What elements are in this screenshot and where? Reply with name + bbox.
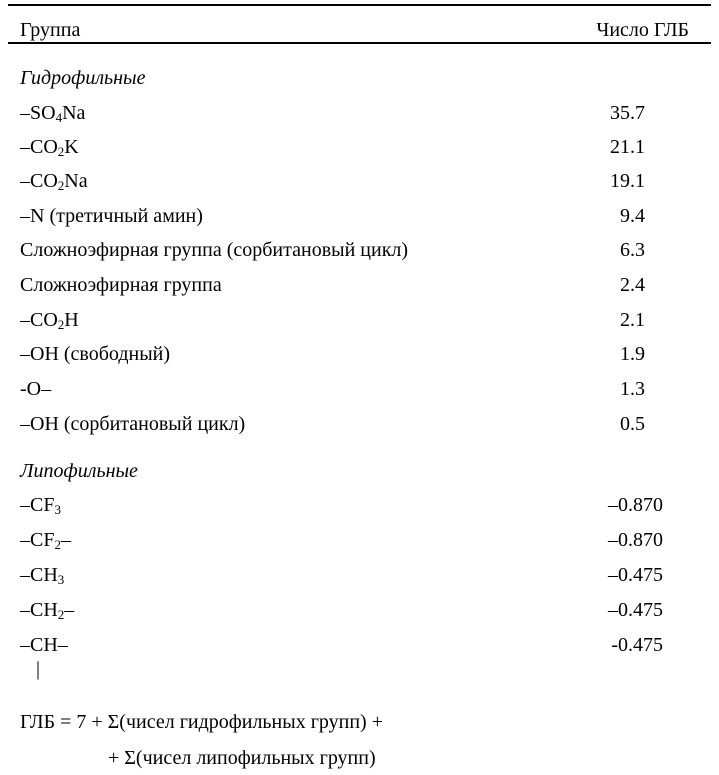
group-label-pre: –CH <box>20 599 58 621</box>
group-label-sub: 2 <box>57 144 65 159</box>
formula-line-1: ГЛБ = 7 + Σ(чисел гидрофильных групп) + <box>20 711 383 733</box>
group-label <box>20 310 79 330</box>
hlb-value: 2.1 <box>620 309 645 331</box>
group-label <box>20 565 64 585</box>
top-rule <box>8 4 711 6</box>
group-label-pre: –CF <box>20 494 55 516</box>
group-label-sub: 3 <box>57 572 65 587</box>
group-label-pre: –CO <box>20 309 58 331</box>
group-label <box>20 171 88 191</box>
group-label <box>20 103 85 123</box>
group-label-pre: –OH (сорбитановый цикл) <box>20 413 246 435</box>
group-label-pre: –CO <box>20 170 58 192</box>
group-label <box>20 240 408 260</box>
group-label <box>20 530 71 550</box>
hlb-value: 1.3 <box>620 378 645 400</box>
group-label-sub: 2 <box>57 607 65 622</box>
group-label-post: K <box>64 136 79 158</box>
hlb-value: 1.9 <box>620 343 645 365</box>
group-label-pre: –CF <box>20 529 55 551</box>
formula-line-2: + Σ(чисел липофильных групп) <box>108 747 376 769</box>
header-rule <box>8 42 711 44</box>
hlb-value: 2.4 <box>620 274 645 296</box>
group-label-pre: -O– <box>20 378 52 400</box>
section-title: Гидрофильные <box>20 67 146 89</box>
group-label-sub: 3 <box>54 502 61 517</box>
group-label-pre: –N (третичный амин) <box>20 205 203 227</box>
hlb-value: -0.475 <box>611 634 663 656</box>
column-header-group: Группа <box>20 19 81 41</box>
hlb-value: 6.3 <box>620 239 645 261</box>
group-label-pre: –OH (свободный) <box>20 343 171 365</box>
hlb-value: –0.475 <box>608 564 663 586</box>
group-label <box>20 206 203 226</box>
group-label-post: Na <box>64 170 88 192</box>
group-label <box>20 635 68 655</box>
group-label-pre: –CH <box>20 564 58 586</box>
section-title: Липофильные <box>20 460 138 482</box>
hlb-value: –0.475 <box>608 599 663 621</box>
branch-bond: | <box>36 658 41 680</box>
group-label-sub: 2 <box>57 178 65 193</box>
group-label-sub: 2 <box>54 537 61 552</box>
group-label-post: Na <box>62 102 86 124</box>
group-label-pre: –CH– <box>20 634 68 656</box>
hlb-value: –0.870 <box>608 494 663 516</box>
column-header-hlb: Число ГЛБ <box>596 19 689 41</box>
group-label <box>20 344 170 364</box>
group-label <box>20 275 222 295</box>
hlb-value: 0.5 <box>620 413 645 435</box>
group-label-post: – <box>64 599 75 621</box>
group-label-sub: 4 <box>55 110 63 125</box>
group-label-sub: 2 <box>57 317 65 332</box>
group-label-pre: Сложноэфирная группа <box>20 274 222 296</box>
hlb-value: 19.1 <box>610 170 645 192</box>
group-label-pre: –SO <box>20 102 56 124</box>
group-label-pre: Сложноэфирная группа (сорбитановый цикл) <box>20 239 409 261</box>
group-label-post: – <box>60 529 71 551</box>
group-label <box>20 414 245 434</box>
group-label <box>20 137 79 157</box>
group-label-post: H <box>64 309 79 331</box>
group-label-pre: –CO <box>20 136 58 158</box>
group-label <box>20 379 51 399</box>
group-label <box>20 600 74 620</box>
hlb-value: –0.870 <box>608 529 663 551</box>
hlb-value: 21.1 <box>610 136 645 158</box>
group-label <box>20 495 61 515</box>
hlb-value: 35.7 <box>610 102 645 124</box>
hlb-value: 9.4 <box>620 205 645 227</box>
